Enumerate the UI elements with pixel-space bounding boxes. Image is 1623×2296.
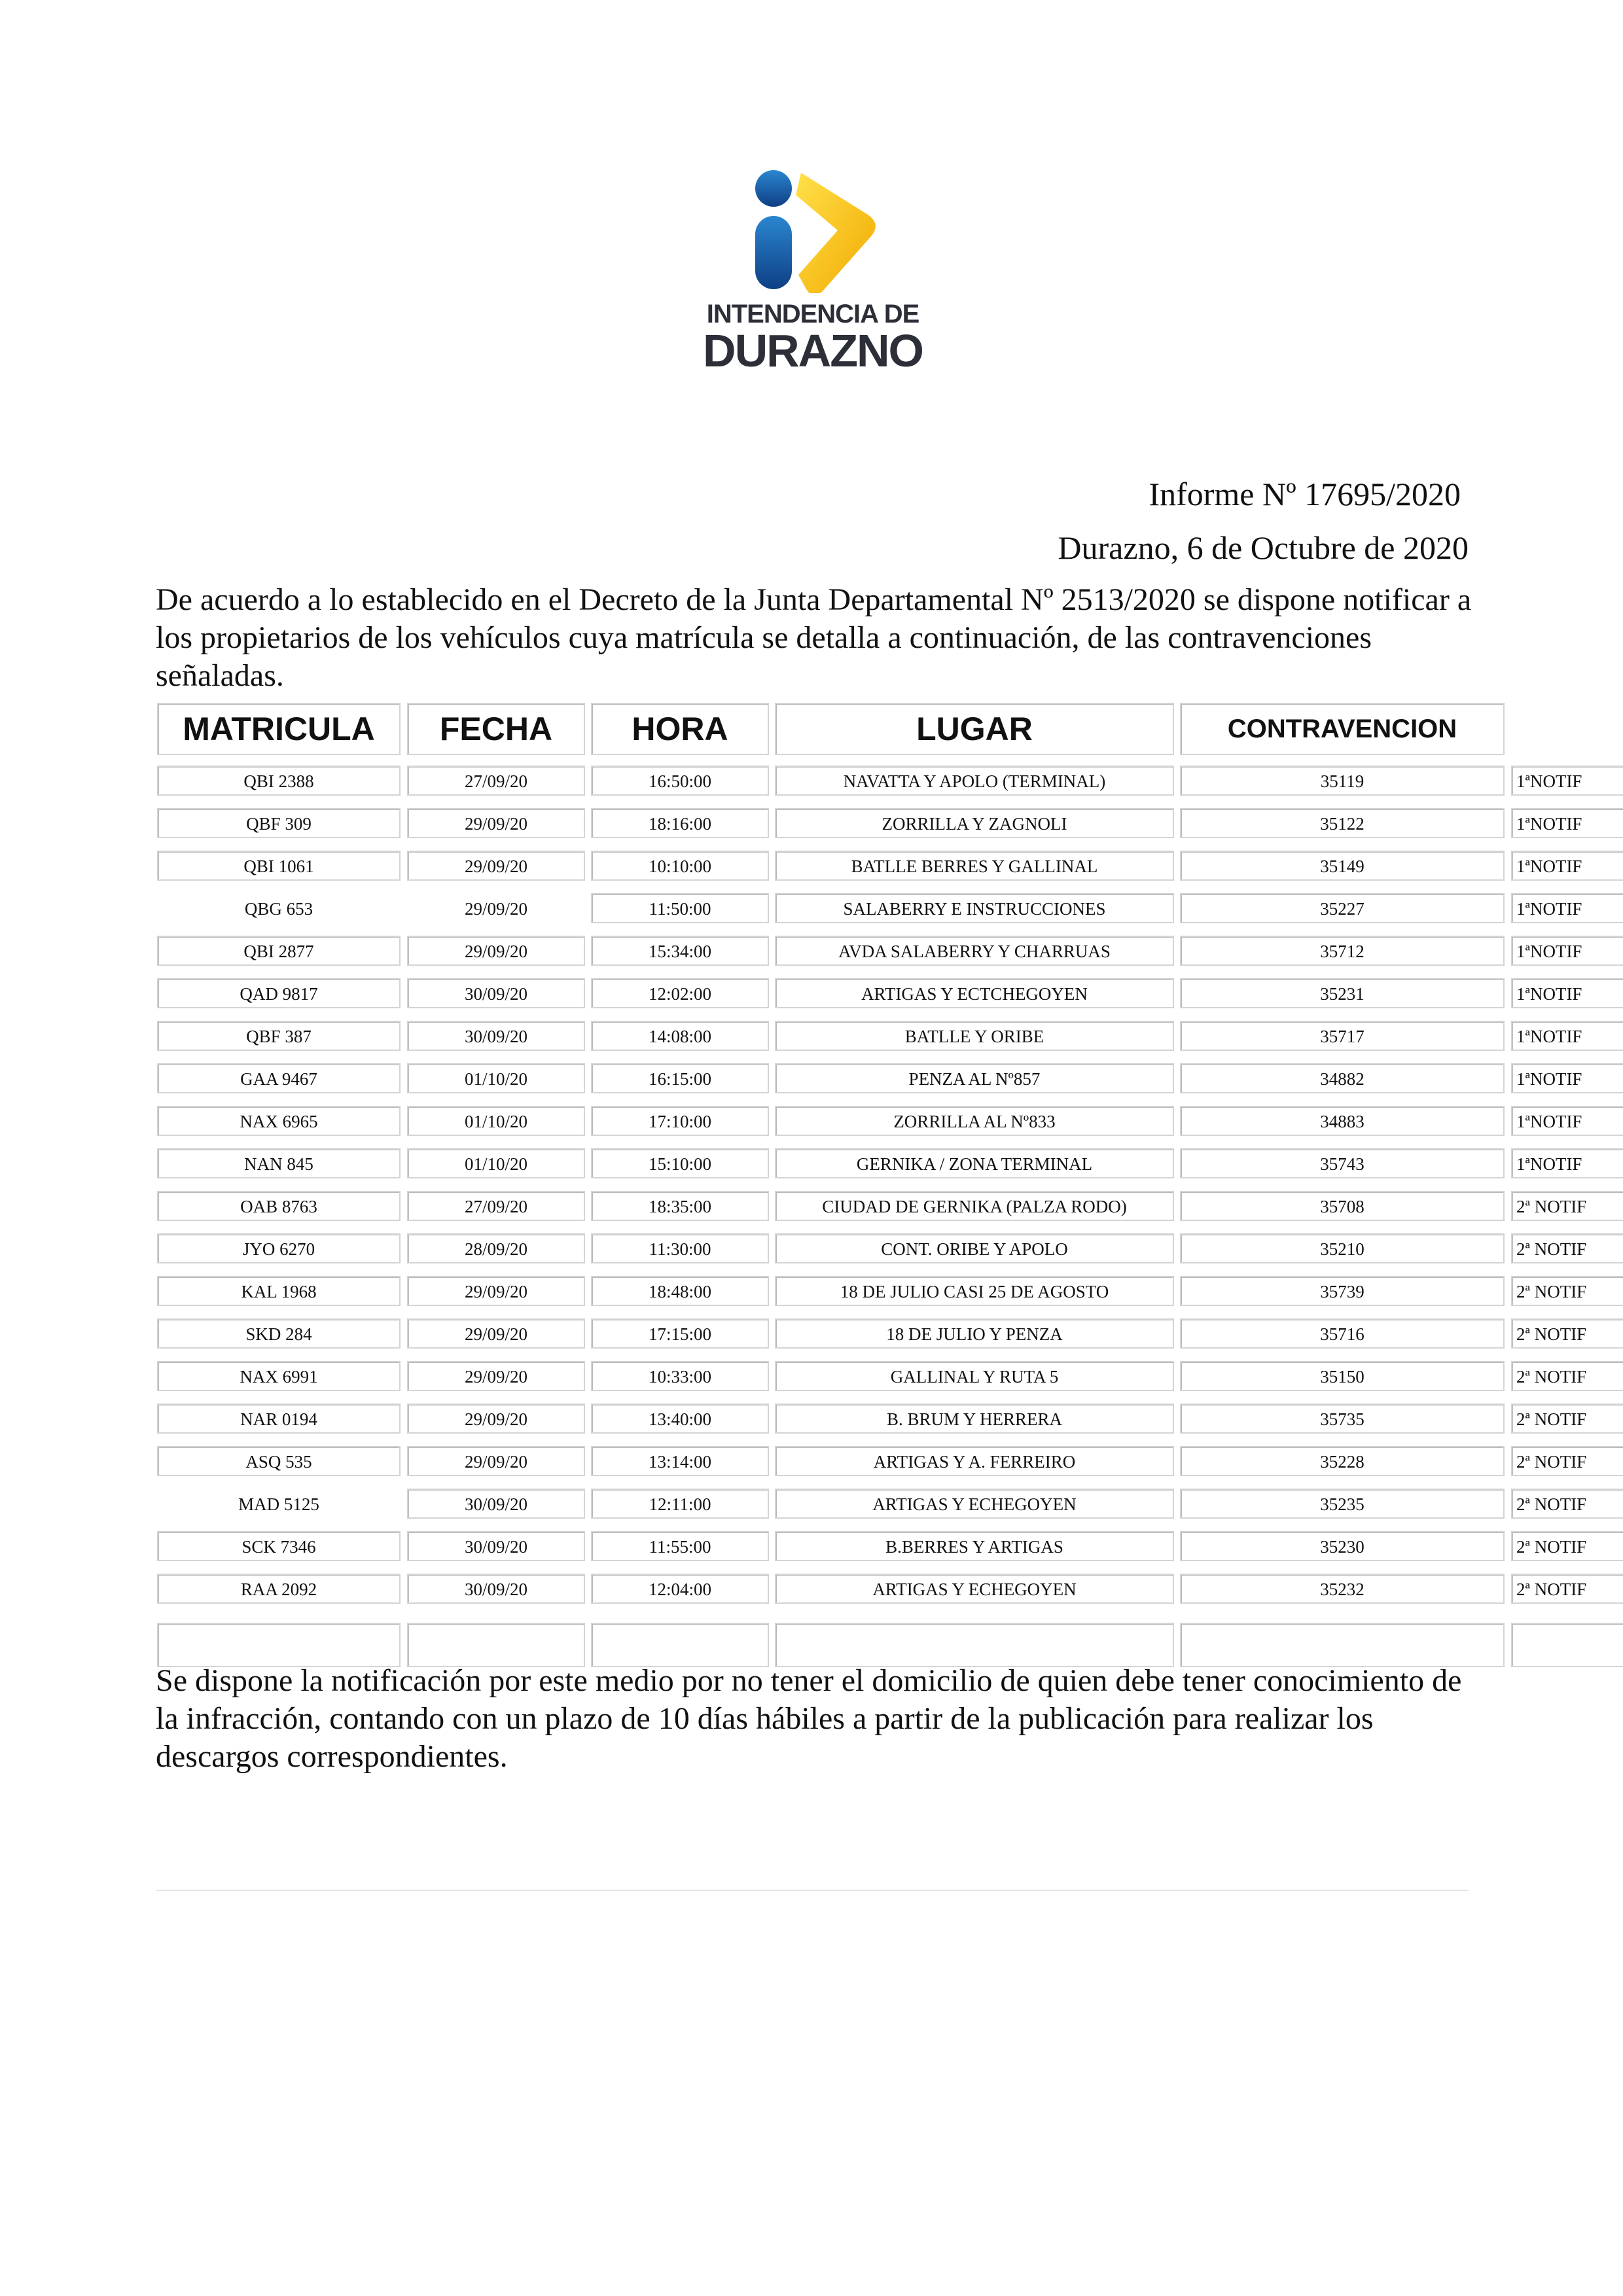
intendencia-logo [695, 169, 931, 378]
cell-notificacion: 2ª NOTIF [1511, 1233, 1623, 1263]
cell-hora: 10:33:00 [591, 1361, 769, 1391]
cell-hora: 15:34:00 [591, 936, 769, 966]
cell-fecha: 01/10/20 [407, 1148, 585, 1178]
cell-matricula: QBG 653 [244, 899, 313, 919]
cell-fecha: 27/09/20 [407, 766, 585, 796]
cell-notificacion: 1ªNOTIF [1511, 808, 1623, 838]
cell-matricula: QBI 2388 [157, 766, 401, 796]
cell-lugar: ARTIGAS Y ECHEGOYEN [775, 1489, 1174, 1519]
cell-fecha: 30/09/20 [407, 1489, 585, 1519]
cell-contravencion: 35149 [1180, 851, 1505, 881]
document-date: Durazno, 6 de Octubre de 2020 [1058, 529, 1469, 566]
cell-notificacion: 2ª NOTIF [1511, 1361, 1623, 1391]
cell-fecha: 29/09/20 [407, 1318, 585, 1349]
empty-cell-contravencion [1180, 1623, 1505, 1667]
cell-fecha: 30/09/20 [407, 1574, 585, 1604]
cell-lugar: ARTIGAS Y ECTCHEGOYEN [775, 978, 1174, 1008]
cell-hora: 18:16:00 [591, 808, 769, 838]
empty-cell-hora [591, 1623, 769, 1667]
logo-text-line2: DURAZNO [703, 325, 923, 376]
cell-contravencion: 34882 [1180, 1063, 1505, 1093]
cell-notificacion: 1ªNOTIF [1511, 978, 1623, 1008]
cell-lugar: GERNIKA / ZONA TERMINAL [775, 1148, 1174, 1178]
footer-divider [156, 1890, 1469, 1891]
informe-number: Informe Nº 17695/2020 [1149, 476, 1461, 512]
cell-contravencion: 35122 [1180, 808, 1505, 838]
cell-hora: 12:11:00 [591, 1489, 769, 1519]
cell-lugar: 18 DE JULIO CASI 25 DE AGOSTO [775, 1276, 1174, 1306]
cell-lugar: SALABERRY E INSTRUCCIONES [775, 893, 1174, 923]
cell-hora: 12:04:00 [591, 1574, 769, 1604]
cell-contravencion: 35739 [1180, 1276, 1505, 1306]
empty-cell-lugar [775, 1623, 1174, 1667]
cell-matricula: NAX 6965 [157, 1106, 401, 1136]
cell-lugar: GALLINAL Y RUTA 5 [775, 1361, 1174, 1391]
cell-lugar: CONT. ORIBE Y APOLO [775, 1233, 1174, 1263]
cell-fecha: 28/09/20 [407, 1233, 585, 1263]
cell-contravencion: 35231 [1180, 978, 1505, 1008]
cell-matricula: QBF 309 [157, 808, 401, 838]
cell-fecha: 29/09/20 [407, 808, 585, 838]
cell-matricula: OAB 8763 [157, 1191, 401, 1221]
cell-matricula: SCK 7346 [157, 1531, 401, 1561]
empty-cell-notificacion [1511, 1623, 1623, 1667]
cell-hora: 12:02:00 [591, 978, 769, 1008]
closing-paragraph: Se dispone la notificación por este medio por no tener el domicilio de quien debe tener conocimiento de la infracción, contando con un plazo de 10 días hábiles a partir de la publicación para realizar los descargos correspondientes. [156, 1663, 1462, 1774]
cell-hora: 11:55:00 [591, 1531, 769, 1561]
cell-lugar: BATLLE BERRES Y GALLINAL [775, 851, 1174, 881]
cell-matricula: JYO 6270 [157, 1233, 401, 1263]
cell-hora: 15:10:00 [591, 1148, 769, 1178]
cell-fecha: 30/09/20 [407, 978, 585, 1008]
cell-contravencion: 35708 [1180, 1191, 1505, 1221]
cell-matricula: QBF 387 [157, 1021, 401, 1051]
cell-lugar: NAVATTA Y APOLO (TERMINAL) [775, 766, 1174, 796]
cell-lugar: B. BRUM Y HERRERA [775, 1404, 1174, 1434]
cell-lugar: BATLLE Y ORIBE [775, 1021, 1174, 1051]
cell-notificacion: 1ªNOTIF [1511, 936, 1623, 966]
cell-notificacion: 1ªNOTIF [1511, 1063, 1623, 1093]
cell-hora: 10:10:00 [591, 851, 769, 881]
logo-mark-icon [750, 169, 881, 293]
cell-notificacion: 1ªNOTIF [1511, 893, 1623, 923]
cell-contravencion: 35227 [1180, 893, 1505, 923]
cell-fecha: 27/09/20 [407, 1191, 585, 1221]
cell-hora: 11:30:00 [591, 1233, 769, 1263]
cell-contravencion: 34883 [1180, 1106, 1505, 1136]
cell-matricula: NAN 845 [157, 1148, 401, 1178]
cell-lugar: B.BERRES Y ARTIGAS [775, 1531, 1174, 1561]
cell-notificacion: 2ª NOTIF [1511, 1446, 1623, 1476]
cell-notificacion: 2ª NOTIF [1511, 1574, 1623, 1604]
logo-text-line1: INTENDENCIA DE [706, 300, 919, 328]
header-lugar: LUGAR [775, 703, 1174, 755]
cell-hora: 18:35:00 [591, 1191, 769, 1221]
header-matricula: MATRICULA [157, 703, 401, 755]
cell-hora: 13:40:00 [591, 1404, 769, 1434]
cell-fecha: 29/09/20 [407, 1276, 585, 1306]
cell-contravencion: 35735 [1180, 1404, 1505, 1434]
cell-hora: 17:15:00 [591, 1318, 769, 1349]
cell-fecha: 30/09/20 [407, 1021, 585, 1051]
empty-cell-fecha [407, 1623, 585, 1667]
cell-fecha: 29/09/20 [407, 1361, 585, 1391]
cell-matricula: RAA 2092 [157, 1574, 401, 1604]
cell-notificacion: 2ª NOTIF [1511, 1276, 1623, 1306]
cell-contravencion: 35717 [1180, 1021, 1505, 1051]
cell-matricula: ASQ 535 [157, 1446, 401, 1476]
cell-hora: 17:10:00 [591, 1106, 769, 1136]
cell-matricula: QAD 9817 [157, 978, 401, 1008]
cell-matricula: NAX 6991 [157, 1361, 401, 1391]
header-contravencion: CONTRAVENCION [1180, 703, 1505, 755]
cell-fecha: 29/09/20 [407, 1404, 585, 1434]
cell-contravencion: 35150 [1180, 1361, 1505, 1391]
cell-hora: 13:14:00 [591, 1446, 769, 1476]
cell-contravencion: 35712 [1180, 936, 1505, 966]
cell-lugar: 18 DE JULIO Y PENZA [775, 1318, 1174, 1349]
cell-lugar: ZORRILLA Y ZAGNOLI [775, 808, 1174, 838]
cell-lugar: CIUDAD DE GERNIKA (PALZA RODO) [775, 1191, 1174, 1221]
cell-matricula: SKD 284 [157, 1318, 401, 1349]
cell-matricula: QBI 2877 [157, 936, 401, 966]
cell-notificacion: 2ª NOTIF [1511, 1489, 1623, 1519]
cell-fecha: 29/09/20 [407, 936, 585, 966]
cell-lugar: AVDA SALABERRY Y CHARRUAS [775, 936, 1174, 966]
intro-paragraph: De acuerdo a lo establecido en el Decreto de la Junta Departamental Nº 2513/2020 se dispone notificar a los propietarios de los vehículos cuya matrícula se detalla a continuación, de las contravenciones señaladas. [156, 582, 1472, 693]
cell-notificacion: 2ª NOTIF [1511, 1191, 1623, 1221]
cell-matricula: GAA 9467 [157, 1063, 401, 1093]
empty-cell-matricula [157, 1623, 401, 1667]
cell-hora: 11:50:00 [591, 893, 769, 923]
cell-notificacion: 2ª NOTIF [1511, 1318, 1623, 1349]
cell-fecha: 29/09/20 [407, 851, 585, 881]
cell-matricula: MAD 5125 [238, 1494, 319, 1514]
cell-notificacion: 1ªNOTIF [1511, 851, 1623, 881]
header-hora: HORA [591, 703, 769, 755]
cell-notificacion: 1ªNOTIF [1511, 1106, 1623, 1136]
cell-lugar: ZORRILLA AL Nº833 [775, 1106, 1174, 1136]
cell-fecha: 01/10/20 [407, 1063, 585, 1093]
cell-notificacion: 1ªNOTIF [1511, 1148, 1623, 1178]
cell-matricula: KAL 1968 [157, 1276, 401, 1306]
cell-contravencion: 35716 [1180, 1318, 1505, 1349]
cell-contravencion: 35119 [1180, 766, 1505, 796]
cell-contravencion: 35743 [1180, 1148, 1505, 1178]
cell-lugar: PENZA AL Nº857 [775, 1063, 1174, 1093]
cell-hora: 14:08:00 [591, 1021, 769, 1051]
cell-lugar: ARTIGAS Y A. FERREIRO [775, 1446, 1174, 1476]
cell-contravencion: 35230 [1180, 1531, 1505, 1561]
cell-matricula: NAR 0194 [157, 1404, 401, 1434]
cell-notificacion: 2ª NOTIF [1511, 1531, 1623, 1561]
cell-contravencion: 35210 [1180, 1233, 1505, 1263]
cell-fecha: 29/09/20 [464, 899, 527, 919]
cell-notificacion: 2ª NOTIF [1511, 1404, 1623, 1434]
cell-contravencion: 35232 [1180, 1574, 1505, 1604]
cell-matricula: QBI 1061 [157, 851, 401, 881]
cell-hora: 18:48:00 [591, 1276, 769, 1306]
cell-notificacion: 1ªNOTIF [1511, 766, 1623, 796]
cell-hora: 16:50:00 [591, 766, 769, 796]
cell-lugar: ARTIGAS Y ECHEGOYEN [775, 1574, 1174, 1604]
cell-fecha: 30/09/20 [407, 1531, 585, 1561]
cell-hora: 16:15:00 [591, 1063, 769, 1093]
cell-notificacion: 1ªNOTIF [1511, 1021, 1623, 1051]
cell-fecha: 01/10/20 [407, 1106, 585, 1136]
header-fecha: FECHA [407, 703, 585, 755]
cell-contravencion: 35235 [1180, 1489, 1505, 1519]
cell-fecha: 29/09/20 [407, 1446, 585, 1476]
cell-contravencion: 35228 [1180, 1446, 1505, 1476]
